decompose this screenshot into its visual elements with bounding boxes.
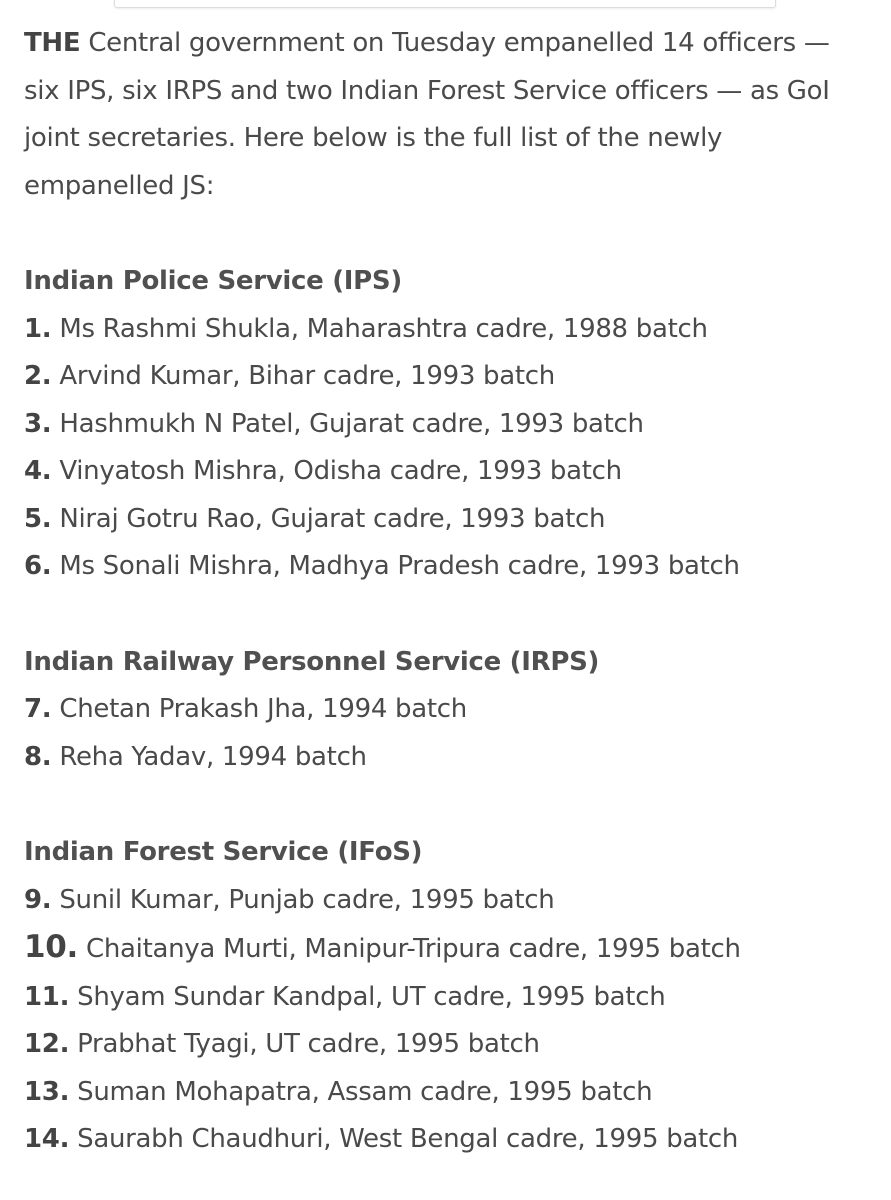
item-number: 11. (24, 981, 70, 1012)
item-text: Saurabh Chaudhuri, West Bengal cadre, 1995 batch (77, 1124, 739, 1154)
item-text: Reha Yadav, 1994 batch (59, 741, 367, 772)
section-heading: Indian Forest Service (IFoS) (24, 837, 423, 867)
item-number: 12. (24, 1029, 70, 1059)
section-ips (24, 258, 869, 591)
list-item (24, 353, 869, 401)
list-item (24, 1116, 869, 1164)
top-panel-edge (114, 0, 776, 8)
item-number: 9. (24, 884, 52, 915)
list-item (24, 686, 869, 734)
list-item (24, 877, 869, 925)
item-text: Arvind Kumar, Bihar cadre, 1993 batch (59, 361, 555, 391)
item-text: Ms Rashmi Shukla, Maharashtra cadre, 1988 batch (59, 313, 708, 344)
item-number: 10. (24, 929, 79, 965)
item-text: Ms Sonali Mishra, Madhya Pradesh cadre, 1993 batch (59, 551, 740, 581)
item-number: 8. (24, 741, 52, 772)
section-heading: Indian Railway Personnel Service (IRPS) (24, 646, 600, 677)
item-text: Vinyatosh Mishra, Odisha cadre, 1993 batch (59, 456, 622, 486)
list-item (24, 543, 869, 591)
item-text: Sunil Kumar, Punjab cadre, 1995 batch (59, 884, 555, 915)
section-heading: Indian Police Service (IPS) (24, 266, 402, 296)
section-irps (24, 639, 869, 782)
item-number: 1. (24, 313, 52, 344)
list-item (24, 924, 869, 974)
item-text: Chaitanya Murti, Manipur-Tripura cadre, 1995 batch (86, 934, 741, 964)
item-text: Suman Mohapatra, Assam cadre, 1995 batch (77, 1076, 653, 1107)
intro-text: Central government on Tuesday empanelled 14 officers — six IPS, six IRPS and two Indian Forest Service officers — as GoI joint secretaries. Here below is the full list of the newly empanelled JS: (24, 28, 830, 201)
item-number: 2. (24, 361, 52, 391)
item-text: Chetan Prakash Jha, 1994 batch (59, 694, 467, 724)
list-item (24, 306, 869, 354)
article-body (24, 20, 869, 1164)
list-item (24, 448, 869, 496)
list-item (24, 1069, 869, 1117)
item-number: 6. (24, 551, 52, 581)
list-item (24, 1021, 869, 1069)
item-text: Shyam Sundar Kandpal, UT cadre, 1995 batch (77, 981, 666, 1012)
list-item (24, 401, 869, 449)
list-item (24, 734, 869, 782)
intro-paragraph (24, 20, 869, 210)
section-ifos (24, 829, 869, 1164)
item-text: Hashmukh N Patel, Gujarat cadre, 1993 batch (59, 408, 644, 439)
intro-lead: THE (24, 28, 81, 58)
list-item (24, 974, 869, 1022)
item-text: Prabhat Tyagi, UT cadre, 1995 batch (77, 1029, 540, 1059)
item-number: 13. (24, 1076, 70, 1107)
item-number: 4. (24, 456, 52, 486)
item-number: 5. (24, 503, 52, 534)
item-number: 3. (24, 408, 52, 439)
item-text: Niraj Gotru Rao, Gujarat cadre, 1993 batch (59, 503, 606, 534)
item-number: 7. (24, 694, 52, 724)
item-number: 14. (24, 1124, 70, 1154)
list-item (24, 496, 869, 544)
